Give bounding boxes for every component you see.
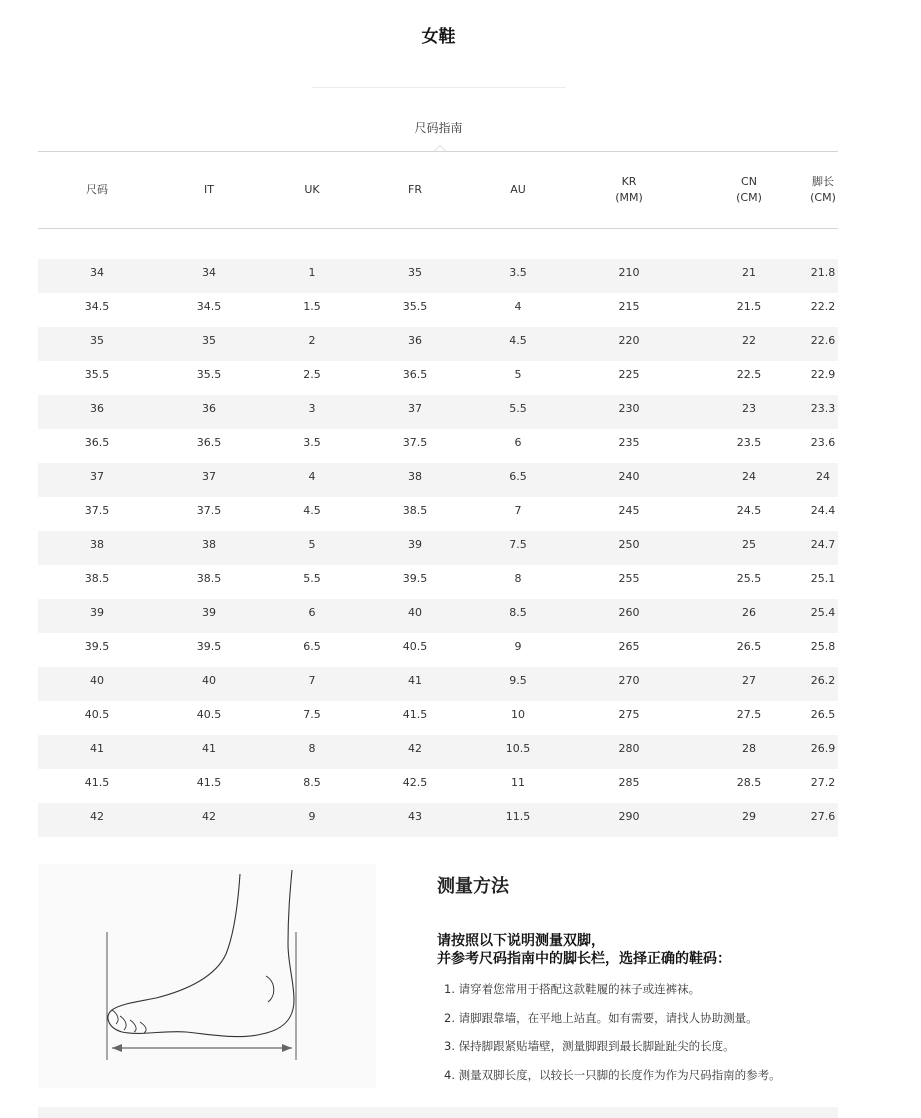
column-header [52, 152, 142, 228]
column-header [473, 152, 563, 228]
table-cell: 275 [618, 708, 640, 721]
column-header-text: (CM) [736, 191, 762, 204]
column-header-text: IT [204, 183, 214, 196]
table-cell: 26.5 [736, 640, 762, 653]
table-cell: 21.8 [810, 266, 836, 279]
table-row [38, 599, 838, 633]
table-cell: 21 [742, 266, 756, 279]
measure-title: 测量方法 [437, 876, 509, 897]
table-cell: 39 [202, 606, 216, 619]
table-cell: 43 [408, 810, 422, 823]
table-cell: 285 [618, 776, 640, 789]
table-cell: 1 [308, 266, 316, 279]
table-cell: 27 [742, 674, 756, 687]
table-cell: 39.5 [84, 640, 110, 653]
table-cell: 7.5 [303, 708, 321, 721]
table-cell: 25.5 [736, 572, 762, 585]
table-cell: 35.5 [196, 368, 222, 381]
table-cell: 28.5 [736, 776, 762, 789]
table-cell: 27.2 [810, 776, 836, 789]
table-cell: 11 [511, 776, 525, 789]
table-cell: 37.5 [84, 504, 110, 517]
table-cell: 6 [308, 606, 316, 619]
table-cell: 24 [816, 470, 830, 483]
table-cell: 41.5 [84, 776, 110, 789]
table-cell: 23 [742, 402, 756, 415]
table-cell: 42.5 [402, 776, 428, 789]
table-cell: 25.1 [810, 572, 836, 585]
table-cell: 22.5 [736, 368, 762, 381]
table-cell: 29 [742, 810, 756, 823]
table-cell: 40 [90, 674, 104, 687]
measure-subtitle-line1: 请按照以下说明测量双脚， [437, 933, 605, 949]
table-cell: 10.5 [505, 742, 531, 755]
table-cell: 26.2 [810, 674, 836, 687]
table-cell: 42 [408, 742, 422, 755]
table-cell: 6 [514, 436, 522, 449]
tab-size-guide[interactable]: 尺码指南 [414, 121, 463, 135]
column-header [584, 152, 674, 228]
table-cell: 35.5 [84, 368, 110, 381]
table-cell: 41 [90, 742, 104, 755]
table-cell: 36.5 [84, 436, 110, 449]
page-title: 女鞋 [421, 27, 456, 47]
table-row [38, 497, 838, 531]
table-row [38, 463, 838, 497]
table-cell: 24 [742, 470, 756, 483]
table-cell: 4 [308, 470, 316, 483]
table-cell: 42 [202, 810, 216, 823]
table-cell: 27.6 [810, 810, 836, 823]
table-row [38, 361, 838, 395]
column-header [164, 152, 254, 228]
table-cell: 36 [90, 402, 104, 415]
table-cell: 9 [514, 640, 522, 653]
table-cell: 9 [308, 810, 316, 823]
table-cell: 22 [742, 334, 756, 347]
title-divider [312, 87, 566, 88]
table-cell: 23.6 [810, 436, 836, 449]
table-cell: 235 [618, 436, 640, 449]
table-cell: 38.5 [196, 572, 222, 585]
table-cell: 290 [618, 810, 640, 823]
table-cell: 37.5 [402, 436, 428, 449]
table-cell: 220 [618, 334, 640, 347]
table-cell: 37 [90, 470, 104, 483]
measure-step: 1. 请穿着您常用于搭配这款鞋履的袜子或连裤袜。 [444, 982, 701, 996]
table-cell: 225 [618, 368, 640, 381]
table-cell: 4.5 [303, 504, 321, 517]
table-cell: 3 [308, 402, 316, 415]
table-cell: 4.5 [509, 334, 527, 347]
table-cell: 3.5 [303, 436, 321, 449]
table-row [38, 531, 838, 565]
table-cell: 8 [308, 742, 316, 755]
table-cell: 2.5 [303, 368, 321, 381]
column-header-text: UK [304, 183, 320, 196]
measure-subtitle-line2: 并参考尺码指南中的脚长栏，选择正确的鞋码： [437, 951, 731, 967]
table-cell: 22.9 [810, 368, 836, 381]
table-cell: 21.5 [736, 300, 762, 313]
column-header-text: 脚长 [812, 175, 834, 188]
foot-measurement-icon [38, 864, 376, 1088]
table-cell: 1.5 [303, 300, 321, 313]
size-table-header [38, 152, 838, 228]
table-cell: 40 [202, 674, 216, 687]
table-cell: 255 [618, 572, 640, 585]
table-cell: 4 [514, 300, 522, 313]
table-row [38, 701, 838, 735]
table-cell: 41.5 [196, 776, 222, 789]
column-header-text: (MM) [615, 191, 643, 204]
table-row [38, 327, 838, 361]
size-table-body [38, 259, 838, 837]
column-header-text: AU [510, 183, 526, 196]
measure-step: 2. 请脚跟靠墙，在平地上站直。如有需要，请找人协助测量。 [444, 1010, 758, 1025]
measure-steps [444, 980, 781, 1094]
table-cell: 26.5 [810, 708, 836, 721]
table-cell: 40.5 [402, 640, 428, 653]
table-cell: 26 [742, 606, 756, 619]
table-cell: 34 [90, 266, 104, 279]
table-cell: 37 [408, 402, 422, 415]
table-cell: 265 [618, 640, 640, 653]
table-cell: 37 [202, 470, 216, 483]
measure-step: 4. 测量双脚长度，以较长一只脚的长度作为作为尺码指南的参考。 [444, 1067, 781, 1082]
table-cell: 27.5 [736, 708, 762, 721]
table-cell: 26.9 [810, 742, 836, 755]
table-cell: 8 [514, 572, 522, 585]
table-cell: 35 [408, 266, 422, 279]
table-cell: 41 [202, 742, 216, 755]
table-cell: 5 [514, 368, 522, 381]
table-cell: 28 [742, 742, 756, 755]
table-cell: 3.5 [509, 266, 527, 279]
table-cell: 22.6 [810, 334, 836, 347]
table-cell: 5.5 [303, 572, 321, 585]
column-header [267, 152, 357, 228]
table-cell: 38.5 [84, 572, 110, 585]
table-cell: 8.5 [303, 776, 321, 789]
table-cell: 240 [618, 470, 640, 483]
table-cell: 230 [618, 402, 640, 415]
column-header [778, 152, 868, 228]
table-cell: 270 [618, 674, 640, 687]
column-header-text: CN [741, 175, 757, 188]
table-row [38, 565, 838, 599]
table-cell: 38.5 [402, 504, 428, 517]
table-cell: 25 [742, 538, 756, 551]
table-cell: 7 [308, 674, 316, 687]
table-row [38, 769, 838, 803]
tab-active-caret-icon [434, 145, 446, 151]
table-cell: 7 [514, 504, 522, 517]
table-cell: 260 [618, 606, 640, 619]
table-cell: 23.5 [736, 436, 762, 449]
table-cell: 8.5 [509, 606, 527, 619]
table-cell: 38 [408, 470, 422, 483]
table-cell: 280 [618, 742, 640, 755]
table-cell: 245 [618, 504, 640, 517]
table-cell: 35 [90, 334, 104, 347]
table-row [38, 293, 838, 327]
table-cell: 40.5 [84, 708, 110, 721]
table-cell: 36 [202, 402, 216, 415]
table-cell: 42 [90, 810, 104, 823]
table-cell: 10 [511, 708, 525, 721]
table-row [38, 259, 838, 293]
table-row [38, 429, 838, 463]
table-cell: 25.4 [810, 606, 836, 619]
table-cell: 38 [202, 538, 216, 551]
header-divider [38, 228, 838, 229]
table-cell: 41.5 [402, 708, 428, 721]
table-row [38, 803, 838, 837]
table-cell: 215 [618, 300, 640, 313]
column-header-text: 尺码 [86, 183, 108, 196]
table-cell: 41 [408, 674, 422, 687]
table-cell: 40.5 [196, 708, 222, 721]
table-cell: 39.5 [402, 572, 428, 585]
table-cell: 36.5 [402, 368, 428, 381]
table-cell: 37.5 [196, 504, 222, 517]
table-cell: 7.5 [509, 538, 527, 551]
table-cell: 24.5 [736, 504, 762, 517]
column-header-text: KR [621, 175, 637, 188]
foot-measurement-illustration [38, 864, 376, 1088]
table-cell: 22.2 [810, 300, 836, 313]
table-row [38, 395, 838, 429]
table-row [38, 735, 838, 769]
table-row [38, 667, 838, 701]
table-cell: 38 [90, 538, 104, 551]
table-cell: 35 [202, 334, 216, 347]
bottom-bar [38, 1107, 838, 1118]
table-cell: 40 [408, 606, 422, 619]
column-header-text: (CM) [810, 191, 836, 204]
table-cell: 34.5 [84, 300, 110, 313]
measure-subtitle [437, 932, 857, 968]
measure-step: 3. 保持脚跟紧贴墙壁，测量脚跟到最长脚趾趾尖的长度。 [444, 1039, 735, 1053]
table-cell: 11.5 [505, 810, 531, 823]
table-cell: 24.4 [810, 504, 836, 517]
table-cell: 25.8 [810, 640, 836, 653]
table-cell: 35.5 [402, 300, 428, 313]
table-cell: 24.7 [810, 538, 836, 551]
table-cell: 34.5 [196, 300, 222, 313]
table-cell: 250 [618, 538, 640, 551]
table-row [38, 633, 838, 667]
table-cell: 23.3 [810, 402, 836, 415]
table-cell: 6.5 [509, 470, 527, 483]
table-cell: 39 [90, 606, 104, 619]
table-cell: 6.5 [303, 640, 321, 653]
table-cell: 9.5 [509, 674, 527, 687]
column-header [370, 152, 460, 228]
table-cell: 39 [408, 538, 422, 551]
table-cell: 34 [202, 266, 216, 279]
column-header-text: FR [408, 183, 422, 196]
table-cell: 210 [618, 266, 640, 279]
table-cell: 39.5 [196, 640, 222, 653]
table-cell: 36.5 [196, 436, 222, 449]
table-cell: 2 [308, 334, 316, 347]
table-cell: 36 [408, 334, 422, 347]
table-cell: 5.5 [509, 402, 527, 415]
table-cell: 5 [308, 538, 316, 551]
